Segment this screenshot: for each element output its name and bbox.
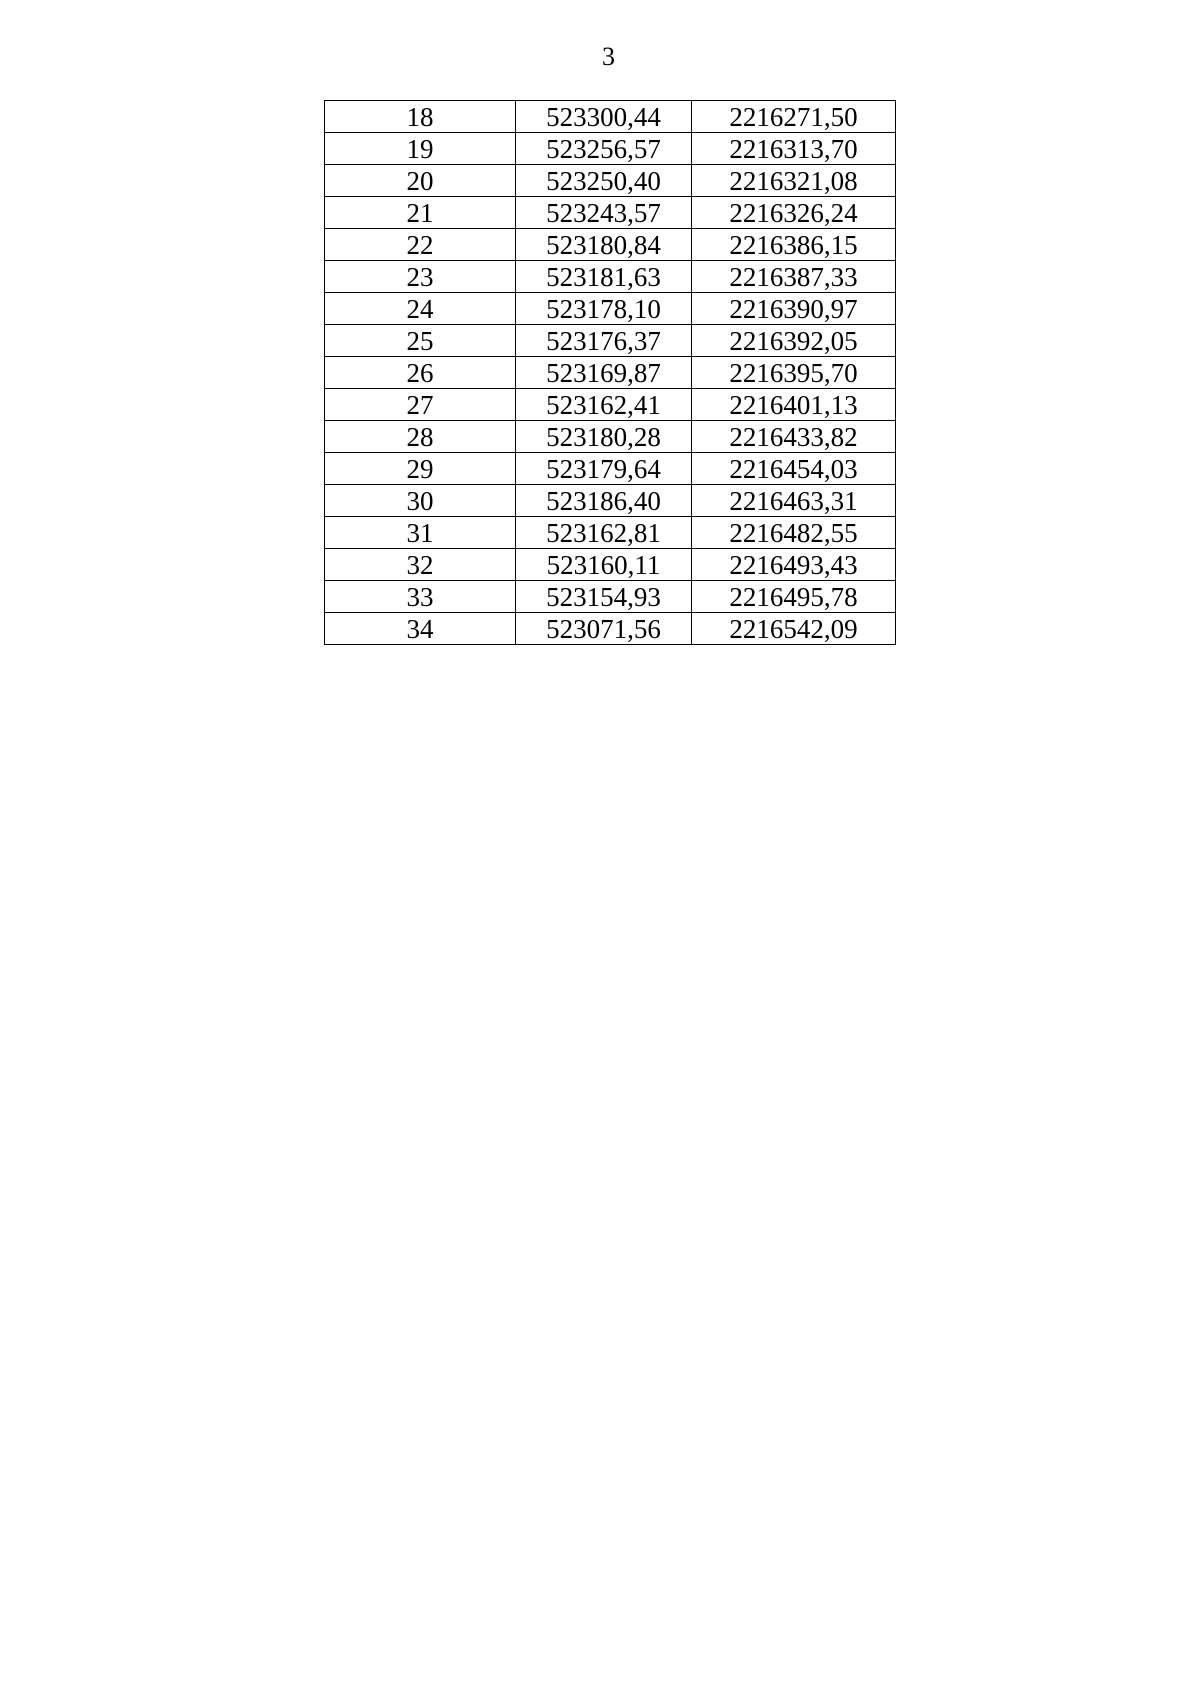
x-coordinate-cell: 523180,84: [516, 229, 692, 261]
x-coordinate-cell: 523180,28: [516, 421, 692, 453]
x-coordinate-cell: 523186,40: [516, 485, 692, 517]
y-coordinate-cell: 2216463,31: [692, 485, 896, 517]
x-coordinate-cell: 523179,64: [516, 453, 692, 485]
point-number-cell: 22: [325, 229, 516, 261]
table-row: [325, 485, 896, 517]
y-coordinate-cell: 2216271,50: [692, 101, 896, 133]
point-number-cell: 26: [325, 357, 516, 389]
coordinates-table-body: [325, 101, 896, 645]
x-coordinate-cell: 523178,10: [516, 293, 692, 325]
y-coordinate-cell: 2216454,03: [692, 453, 896, 485]
point-number-cell: 27: [325, 389, 516, 421]
table-row: [325, 581, 896, 613]
point-number-cell: 33: [325, 581, 516, 613]
y-coordinate-cell: 2216482,55: [692, 517, 896, 549]
point-number-cell: 30: [325, 485, 516, 517]
point-number-cell: 21: [325, 197, 516, 229]
table-row: [325, 165, 896, 197]
y-coordinate-cell: 2216395,70: [692, 357, 896, 389]
x-coordinate-cell: 523176,37: [516, 325, 692, 357]
table-row: [325, 613, 896, 645]
table-row: [325, 325, 896, 357]
point-number-cell: 18: [325, 101, 516, 133]
y-coordinate-cell: 2216401,13: [692, 389, 896, 421]
y-coordinate-cell: 2216495,78: [692, 581, 896, 613]
table-row: [325, 101, 896, 133]
y-coordinate-cell: 2216321,08: [692, 165, 896, 197]
table-row: [325, 357, 896, 389]
point-number-cell: 28: [325, 421, 516, 453]
table-row: [325, 517, 896, 549]
y-coordinate-cell: 2216386,15: [692, 229, 896, 261]
y-coordinate-cell: 2216433,82: [692, 421, 896, 453]
point-number-cell: 25: [325, 325, 516, 357]
y-coordinate-cell: 2216542,09: [692, 613, 896, 645]
table-row: [325, 197, 896, 229]
point-number-cell: 29: [325, 453, 516, 485]
y-coordinate-cell: 2216493,43: [692, 549, 896, 581]
x-coordinate-cell: 523243,57: [516, 197, 692, 229]
table-row: [325, 133, 896, 165]
table-row: [325, 453, 896, 485]
y-coordinate-cell: 2216390,97: [692, 293, 896, 325]
y-coordinate-cell: 2216392,05: [692, 325, 896, 357]
x-coordinate-cell: 523162,41: [516, 389, 692, 421]
point-number-cell: 34: [325, 613, 516, 645]
table-row: [325, 229, 896, 261]
x-coordinate-cell: 523256,57: [516, 133, 692, 165]
y-coordinate-cell: 2216313,70: [692, 133, 896, 165]
table-row: [325, 389, 896, 421]
x-coordinate-cell: 523154,93: [516, 581, 692, 613]
x-coordinate-cell: 523181,63: [516, 261, 692, 293]
point-number-cell: 31: [325, 517, 516, 549]
point-number-cell: 24: [325, 293, 516, 325]
y-coordinate-cell: 2216326,24: [692, 197, 896, 229]
x-coordinate-cell: 523162,81: [516, 517, 692, 549]
point-number-cell: 20: [325, 165, 516, 197]
point-number-cell: 23: [325, 261, 516, 293]
table-row: [325, 293, 896, 325]
table-row: [325, 421, 896, 453]
coordinates-table: [324, 100, 896, 645]
page-number: 3: [602, 42, 615, 71]
point-number-cell: 19: [325, 133, 516, 165]
x-coordinate-cell: 523071,56: [516, 613, 692, 645]
y-coordinate-cell: 2216387,33: [692, 261, 896, 293]
x-coordinate-cell: 523160,11: [516, 549, 692, 581]
x-coordinate-cell: 523300,44: [516, 101, 692, 133]
table-row: [325, 549, 896, 581]
x-coordinate-cell: 523169,87: [516, 357, 692, 389]
point-number-cell: 32: [325, 549, 516, 581]
table-row: [325, 261, 896, 293]
x-coordinate-cell: 523250,40: [516, 165, 692, 197]
